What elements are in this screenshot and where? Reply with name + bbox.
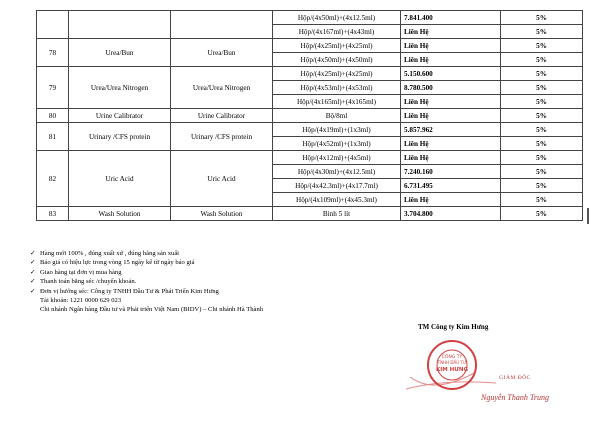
vat-rate: 5% [501, 109, 583, 123]
product-name: Urea/Urea Nitrogen [69, 67, 171, 109]
product-name [69, 11, 171, 39]
table-row [37, 67, 583, 81]
packing-spec: Hộp/(4x30ml)+(4x12.5ml) [273, 165, 401, 179]
product-name: Wash Solution [69, 207, 171, 221]
company-signatory: TM Công ty Kim Hưng [418, 323, 489, 331]
vat-rate: 5% [501, 81, 583, 95]
note-item: ✓ Hàng mới 100% , đúng xuất xứ , đúng hãng sản xuất [30, 249, 180, 257]
product-name: Urea/Bun [69, 39, 171, 67]
vat-rate: 5% [501, 137, 583, 151]
row-number: 82 [37, 151, 69, 207]
row-number [37, 11, 69, 39]
scroll-marker [587, 208, 589, 224]
terms-notes [30, 249, 263, 315]
table-row [37, 123, 583, 137]
packing-spec: Hộp/(4x165ml)+(4x165ml) [273, 95, 401, 109]
row-number: 83 [37, 207, 69, 221]
vat-rate: 5% [501, 39, 583, 53]
vat-rate: 5% [501, 95, 583, 109]
unit-price: 8.780.500 [401, 81, 501, 95]
bank-branch: Chi nhánh Ngân hàng Đầu tư và Phát triển Việt Nam (BIDV) – Chi nhánh Hà Thành [40, 306, 264, 314]
packing-spec: Hộp/(4x25ml)+(4x25ml) [273, 39, 401, 53]
packing-spec: Hộp/(4x12ml)+(4x5ml) [273, 151, 401, 165]
vat-rate: 5% [501, 151, 583, 165]
vat-rate: 5% [501, 25, 583, 39]
unit-price: 7.841.400 [401, 11, 501, 25]
vat-rate: 5% [501, 193, 583, 207]
table-row [37, 109, 583, 123]
unit-price: 5.150.600 [401, 67, 501, 81]
vat-rate: 5% [501, 53, 583, 67]
unit-price: Liên Hệ [401, 137, 501, 151]
product-name-alt: Urine Calibrator [171, 109, 273, 123]
unit-price: 6.731.495 [401, 179, 501, 193]
stamp-text-mid: TNHH ĐẦU TƯ [437, 360, 467, 365]
packing-spec: Hộp/(4x19ml)+(1x3ml) [273, 123, 401, 137]
unit-price: Liên Hệ [401, 95, 501, 109]
signer-title: GIÁM ĐỐC [499, 375, 531, 381]
row-number: 78 [37, 39, 69, 67]
note-item: ✓ Thanh toán bằng séc /chuyển khoản. [30, 277, 137, 286]
unit-price: Liên Hệ [401, 25, 501, 39]
packing-spec: Hộp/(4x25ml)+(4x25ml) [273, 67, 401, 81]
unit-price: Liên Hệ [401, 53, 501, 67]
stamp-text-name: KIM HƯNG [435, 367, 469, 373]
packing-spec: Bộ/8ml [273, 109, 401, 123]
product-name: Uric Acid [69, 151, 171, 207]
packing-spec: Hộp/(4x109ml)+(4x45.3ml) [273, 193, 401, 207]
packing-spec: Hộp/(4x42.3ml)+(4x17.7ml) [273, 179, 401, 193]
product-name-alt [171, 11, 273, 39]
packing-spec: Hộp/(4x50ml)+(4x50ml) [273, 53, 401, 67]
unit-price: Liên Hệ [401, 193, 501, 207]
note-item: ✓ Đơn vị hưởng séc: Công ty TNHH Đầu Tư & Phát Triển Kim Hưng [30, 286, 219, 295]
unit-price: Liên Hệ [401, 39, 501, 53]
vat-rate: 5% [501, 179, 583, 193]
packing-spec: Hộp/(4x167ml)+(4x43ml) [273, 25, 401, 39]
product-name: Urinary /CFS protein [69, 123, 171, 151]
check-icon: ✓ [30, 277, 36, 286]
vat-rate: 5% [501, 123, 583, 137]
product-name-alt: Urea/Bun [171, 39, 273, 67]
signer-name: Nguyễn Thanh Trung [480, 393, 549, 402]
packing-spec: Hộp/(4x50ml)+(4x12.5ml) [273, 11, 401, 25]
product-name-alt: Urea/Urea Nitrogen [171, 67, 273, 109]
check-icon: ✓ [30, 258, 36, 267]
price-table [36, 10, 583, 221]
row-number: 81 [37, 123, 69, 151]
vat-rate: 5% [501, 67, 583, 81]
check-icon: ✓ [30, 286, 36, 295]
packing-spec: Hộp/(4x52ml)+(1x3ml) [273, 137, 401, 151]
note-item: ✓ Giao hàng tại đơn vị mua hàng [30, 267, 122, 276]
unit-price: 5.857.962 [401, 123, 501, 137]
unit-price: Liên Hệ [401, 151, 501, 165]
unit-price: Liên Hệ [401, 109, 501, 123]
unit-price: 7.240.160 [401, 165, 501, 179]
row-number: 80 [37, 109, 69, 123]
product-name-alt: Urinary /CFS protein [171, 123, 273, 151]
table-row [37, 151, 583, 165]
account-number: Tài khoản: 1221 0000 629 023 [40, 297, 122, 305]
unit-price: 3.704.800 [401, 207, 501, 221]
packing-spec: Bình 5 lít [273, 207, 401, 221]
table-row [37, 207, 583, 221]
table-row [37, 11, 583, 25]
product-name-alt: Wash Solution [171, 207, 273, 221]
row-number: 79 [37, 67, 69, 109]
product-name-alt: Uric Acid [171, 151, 273, 207]
vat-rate: 5% [501, 165, 583, 179]
check-icon: ✓ [30, 249, 36, 257]
vat-rate: 5% [501, 207, 583, 221]
table-row [37, 39, 583, 53]
signer-block [455, 375, 575, 402]
stamp-text-top: CÔNG TY [441, 355, 463, 360]
vat-rate: 5% [501, 11, 583, 25]
note-item: ✓ Báo giá có hiệu lực trong vòng 15 ngày kể từ ngày báo giá [30, 258, 195, 267]
product-name: Urine Calibrator [69, 109, 171, 123]
check-icon: ✓ [30, 267, 36, 276]
packing-spec: Hộp/(4x53ml)+(4x53ml) [273, 81, 401, 95]
